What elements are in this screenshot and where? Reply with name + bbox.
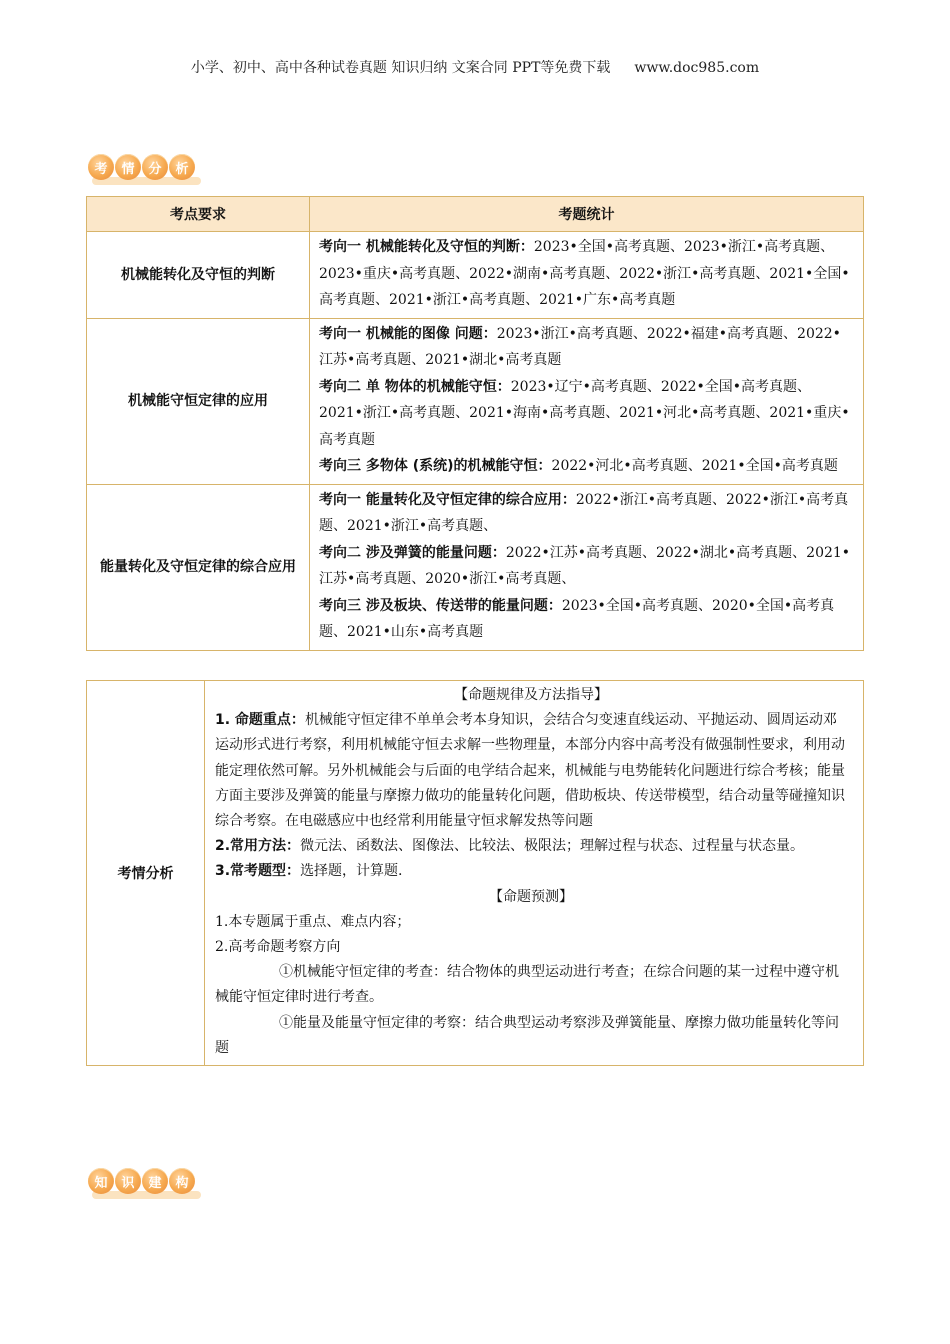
badge-char: 知 [88, 1168, 114, 1194]
row-label: 能量转化及守恒定律的综合应用 [87, 484, 310, 650]
col-header-statistics: 考题统计 [310, 197, 864, 232]
point-3 [215, 859, 847, 884]
point-key: 3.常考题型： [215, 863, 301, 880]
exam-item [319, 453, 853, 480]
analysis-label: 考情分析 [87, 681, 205, 1066]
item-key: 考向三 涉及板块、传送带的能量问题： [319, 597, 562, 614]
row-content [310, 318, 864, 484]
point-key: 1. 命题重点： [215, 712, 305, 729]
table-row [87, 232, 864, 319]
item-text: 2023•全国•高考真题、2023•浙江•高考真题、2023•重庆•高考真题、2022•湖南•高考真题、2022•浙江•高考真题、2021•全国•高考真题、2021•浙江•高考真题、2021•广东•高考真题 [319, 239, 850, 308]
item-text: 2023•浙江•高考真题、2022•福建•高考真题、2022•江苏•高考真题、2021•湖北•高考真题 [319, 325, 841, 368]
exam-item [319, 487, 853, 540]
row-label: 机械能转化及守恒的判断 [87, 232, 310, 319]
exam-item [319, 234, 853, 314]
badge-char: 构 [169, 1168, 195, 1194]
item-key: 考向一 机械能的图像 问题： [319, 325, 497, 342]
table-row [87, 484, 864, 650]
badge-char: 考 [88, 154, 114, 180]
section-badge-zhishi [88, 1166, 195, 1196]
item-key: 考向三 多物体 (系统)的机械能守恒： [319, 458, 552, 474]
point-1 [215, 708, 847, 834]
badge-char: 情 [115, 154, 141, 180]
exam-item [319, 593, 853, 646]
badge-char: 析 [169, 154, 195, 180]
item-text: 2022•江苏•高考真题、2022•湖北•高考真题、2021•江苏•高考真题、2020•浙江•高考真题、 [319, 544, 851, 587]
predict-line: ①能量及能量守恒定律的考察：结合典型运动考察涉及弹簧能量、摩擦力做功能量转化等问题 [215, 1014, 839, 1056]
item-text: 2023•全国•高考真题、2020•全国•高考真题、2021•山东•高考真题 [319, 597, 835, 640]
row-content [310, 232, 864, 319]
point-key: 2.常用方法： [215, 838, 301, 855]
badge-char: 分 [142, 154, 168, 180]
point-2 [215, 834, 847, 859]
item-text: 2023•辽宁•高考真题、2022•全国•高考真题、2021•浙江•高考真题、2021•海南•高考真题、2021•河北•高考真题、2021•重庆•高考真题 [319, 378, 850, 448]
header-text: 小学、初中、高中各种试卷真题 知识归纳 文案合同 PPT等免费下载 [190, 60, 611, 76]
exam-item [319, 374, 853, 454]
table-row [87, 681, 864, 1066]
badge-char: 识 [115, 1168, 141, 1194]
exam-stats-table [86, 196, 864, 651]
predict-line: ①机械能守恒定律的考查：结合物体的典型运动进行考查；在综合问题的某一过程中遵守机械能守恒定律时进行考查。 [215, 964, 839, 1006]
point-text: 机械能守恒定律不单单会考本身知识，会结合匀变速直线运动、平抛运动、圆周运动邓运动形式进行考察，利用机械能守恒去求解一些物理量，本部分内容中高考没有做强制性要求，利用动能定理依然可解。另外机械能会与后面的电学结合起来，机械能与电势能转化问题进行综合考核；能量方面主要涉及弹簧的能量与摩擦力做功的能量转化问题，借助板块、传送带模型，结合动量等碰撞知识综合考察。在电磁感应中也经常利用能量守恒求解发热等问题 [215, 712, 845, 830]
item-text: 2022•河北•高考真题、2021•全国•高考真题 [551, 458, 838, 474]
table-header-row [87, 197, 864, 232]
exam-item [319, 540, 853, 593]
point-text: 选择题，计算题. [300, 863, 403, 880]
analysis-content [205, 681, 864, 1066]
badge-char: 建 [142, 1168, 168, 1194]
item-text: 2022•浙江•高考真题、2022•浙江•高考真题、2021•浙江•高考真题、 [319, 491, 849, 534]
header-url[interactable]: www.doc985.com [634, 60, 760, 76]
predict-line: 1.本专题属于重点、难点内容； [215, 913, 411, 930]
item-key: 考向二 单 物体的机械能守恒： [319, 378, 511, 395]
col-header-requirement: 考点要求 [87, 197, 310, 232]
analysis-table [86, 680, 864, 1066]
exam-item [319, 321, 853, 374]
item-key: 考向一 机械能转化及守恒的判断： [319, 239, 534, 255]
guide-title: 【命题规律及方法指导】 [454, 687, 608, 703]
predict-title: 【命题预测】 [489, 888, 573, 905]
section-badge-kaoqing [88, 152, 195, 182]
row-content [310, 484, 864, 650]
predict-line: 2.高考命题考察方向 [215, 939, 341, 956]
page-header [0, 57, 950, 77]
table-row [87, 318, 864, 484]
item-key: 考向一 能量转化及守恒定律的综合应用： [319, 491, 576, 508]
row-label: 机械能守恒定律的应用 [87, 318, 310, 484]
point-text: 微元法、函数法、图像法、比较法、极限法；理解过程与状态、过程量与状态量。 [300, 838, 805, 855]
item-key: 考向二 涉及弹簧的能量问题： [319, 544, 506, 561]
